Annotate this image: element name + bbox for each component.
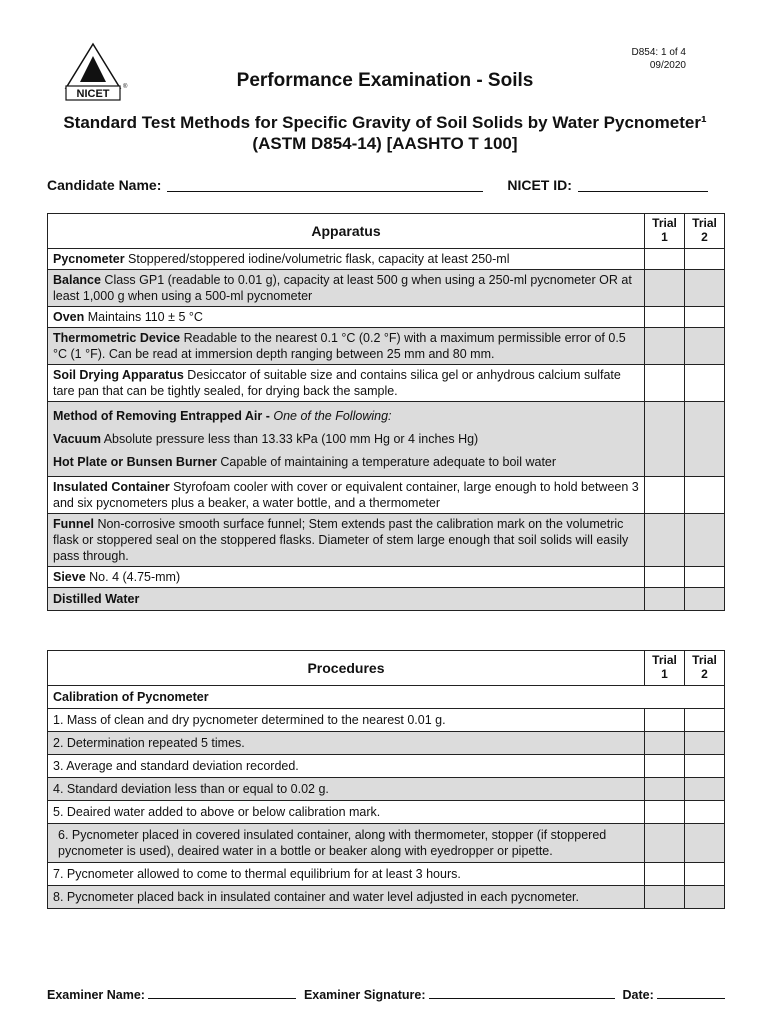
subtitle-line-2: (ASTM D854-14) [AASHTO T 100] [252, 134, 518, 153]
item-description: Styrofoam cooler with cover or equivalent container, large enough to hold between 3 and six pycnometers plus a beaker, a water bottle, and a thermometer [53, 480, 639, 510]
trial-2-checkbox[interactable] [685, 270, 725, 307]
apparatus-row-entrapped-air [48, 402, 725, 477]
subtitle-line-1: Standard Test Methods for Specific Gravity of Soil Solids by Water Pycnometer¹ [63, 113, 707, 132]
trial-2-checkbox[interactable] [685, 249, 725, 270]
trial-1-checkbox[interactable] [645, 886, 685, 909]
apparatus-row [48, 249, 725, 270]
candidate-name-label: Candidate Name: [47, 177, 162, 193]
logo-text: NICET [76, 88, 110, 100]
examiner-footer [47, 986, 725, 1002]
trial-1-checkbox[interactable] [645, 588, 685, 611]
trial-1-checkbox[interactable] [645, 270, 685, 307]
procedure-step-row [48, 709, 725, 732]
candidate-name-field[interactable] [167, 177, 483, 192]
procedure-step-row [48, 886, 725, 909]
trial-1-checkbox[interactable] [645, 755, 685, 778]
procedure-step-text: 2. Determination repeated 5 times. [48, 732, 645, 755]
apparatus-trial-2-header: Trial 2 [685, 214, 725, 249]
procedures-trial-2-header: Trial 2 [685, 651, 725, 686]
procedure-step-text: 5. Deaired water added to above or below calibration mark. [48, 801, 645, 824]
page-subtitle [30, 112, 740, 154]
apparatus-row [48, 270, 725, 307]
candidate-info-row [47, 177, 727, 193]
trial-1-checkbox[interactable] [645, 863, 685, 886]
procedures-heading: Procedures [48, 651, 645, 686]
procedure-step-text: 1. Mass of clean and dry pycnometer determined to the nearest 0.01 g. [48, 709, 645, 732]
trial-2-checkbox[interactable] [685, 824, 725, 863]
apparatus-trial-1-header: Trial 1 [645, 214, 685, 249]
trial-2-checkbox[interactable] [685, 567, 725, 588]
entrapped-air-heading: Method of Removing Entrapped Air - [53, 409, 274, 423]
vacuum-name: Vacuum [53, 432, 101, 446]
trial-1-checkbox[interactable] [645, 477, 685, 514]
trial-2-checkbox[interactable] [685, 514, 725, 567]
trial-2-checkbox[interactable] [685, 477, 725, 514]
procedure-step-row [48, 778, 725, 801]
procedure-section-row [48, 686, 725, 709]
hot-plate-description: Capable of maintaining a temperature adequate to boil water [216, 455, 557, 469]
trial-2-checkbox[interactable] [685, 588, 725, 611]
procedures-table [47, 650, 725, 909]
procedure-step-text: 4. Standard deviation less than or equal to 0.02 g. [48, 778, 645, 801]
item-description: Readable to the nearest 0.1 °C (0.2 °F) with a maximum permissible error of 0.5 °C (1 °F). Can be read at immersion depth ranging between 25 mm and 80 mm. [53, 331, 626, 361]
apparatus-row [48, 514, 725, 567]
apparatus-row [48, 328, 725, 365]
trial-1-checkbox[interactable] [645, 514, 685, 567]
trial-1-checkbox[interactable] [645, 402, 685, 477]
trial-1-checkbox[interactable] [645, 801, 685, 824]
item-description: Desiccator of suitable size and contains silica gel or anhydrous calcium sulfate tare pan that can be tightly sealed, for drying back the sample. [53, 368, 621, 398]
examiner-name-label: Examiner Name: [47, 988, 145, 1002]
item-name: Sieve [53, 570, 86, 584]
procedure-step-text: 7. Pycnometer allowed to come to thermal equilibrium for at least 3 hours. [48, 863, 645, 886]
trial-1-checkbox[interactable] [645, 249, 685, 270]
trial-2-checkbox[interactable] [685, 365, 725, 402]
date-label: Date: [622, 988, 654, 1002]
item-description: Stoppered/stoppered iodine/volumetric flask, capacity at least 250-ml [124, 252, 510, 266]
nicet-id-field[interactable] [578, 177, 708, 192]
apparatus-row [48, 365, 725, 402]
apparatus-row [48, 307, 725, 328]
svg-text:®: ® [123, 84, 128, 90]
trial-2-checkbox[interactable] [685, 863, 725, 886]
item-description: Class GP1 (readable to 0.01 g), capacity at least 500 g when using a 250-ml pycnometer OR at least 1,000 g when using a 500-ml pycnometer [53, 273, 632, 303]
examiner-signature-label: Examiner Signature: [303, 988, 426, 1002]
nicet-id-label: NICET ID: [507, 177, 572, 193]
procedures-trial-1-header: Trial 1 [645, 651, 685, 686]
trial-1-checkbox[interactable] [645, 307, 685, 328]
entrapped-air-note: One of the Following: [273, 409, 392, 423]
examiner-signature-field[interactable] [429, 986, 615, 999]
doc-page-ref: D854: 1 of 4 [631, 47, 686, 58]
procedure-step-row [48, 732, 725, 755]
doc-date: 09/2020 [649, 60, 686, 71]
item-name: Thermometric Device [53, 331, 181, 345]
trial-1-checkbox[interactable] [645, 365, 685, 402]
apparatus-heading: Apparatus [48, 214, 645, 249]
item-description: No. 4 (4.75-mm) [85, 570, 181, 584]
procedure-step-row [48, 824, 725, 863]
apparatus-row [48, 588, 725, 611]
item-name: Oven [53, 310, 85, 324]
procedure-step-row [48, 801, 725, 824]
item-name: Insulated Container [53, 480, 170, 494]
procedure-step-text: 8. Pycnometer placed back in insulated container and water level adjusted in each pycnometer. [48, 886, 645, 909]
trial-2-checkbox[interactable] [685, 886, 725, 909]
trial-2-checkbox[interactable] [685, 755, 725, 778]
trial-1-checkbox[interactable] [645, 778, 685, 801]
date-field[interactable] [657, 986, 725, 999]
document-reference [632, 46, 686, 72]
item-name: Distilled Water [53, 592, 140, 606]
trial-2-checkbox[interactable] [685, 307, 725, 328]
procedure-step-text: 6. Pycnometer placed in covered insulated container, along with thermometer, stopper (if stoppered pycnometer is used), deaired water in a bottle or beaker along with eyedropper or pipette. [48, 824, 645, 863]
trial-2-checkbox[interactable] [685, 801, 725, 824]
page-title: Performance Examination - Soils [236, 70, 534, 91]
trial-2-checkbox[interactable] [685, 328, 725, 365]
vacuum-description: Absolute pressure less than 13.33 kPa (100 mm Hg or 4 inches Hg) [100, 432, 479, 446]
item-description: Maintains 110 ± 5 °C [84, 310, 203, 324]
apparatus-row [48, 567, 725, 588]
hot-plate-name: Hot Plate or Bunsen Burner [53, 455, 217, 469]
trial-2-checkbox[interactable] [685, 402, 725, 477]
apparatus-table [47, 213, 725, 611]
examiner-name-field[interactable] [148, 986, 296, 999]
apparatus-row [48, 477, 725, 514]
trial-1-checkbox[interactable] [645, 824, 685, 863]
procedure-section-title: Calibration of Pycnometer [53, 690, 209, 704]
item-name: Balance [53, 273, 101, 287]
trial-1-checkbox[interactable] [645, 709, 685, 732]
trial-1-checkbox[interactable] [645, 567, 685, 588]
item-description: Non-corrosive smooth surface funnel; Stem extends past the calibration mark on the volumetric flask or stoppered seal on the stoppered flasks. Diameter of stem large enough that soil solids will easily pass through. [53, 517, 629, 563]
procedure-step-row [48, 755, 725, 778]
trial-2-checkbox[interactable] [685, 732, 725, 755]
trial-2-checkbox[interactable] [685, 709, 725, 732]
item-name: Pycnometer [53, 252, 125, 266]
trial-1-checkbox[interactable] [645, 328, 685, 365]
item-name: Soil Drying Apparatus [53, 368, 184, 382]
item-name: Funnel [53, 517, 94, 531]
trial-2-checkbox[interactable] [685, 778, 725, 801]
procedure-step-text: 3. Average and standard deviation recorded. [48, 755, 645, 778]
trial-1-checkbox[interactable] [645, 732, 685, 755]
procedure-step-row [48, 863, 725, 886]
